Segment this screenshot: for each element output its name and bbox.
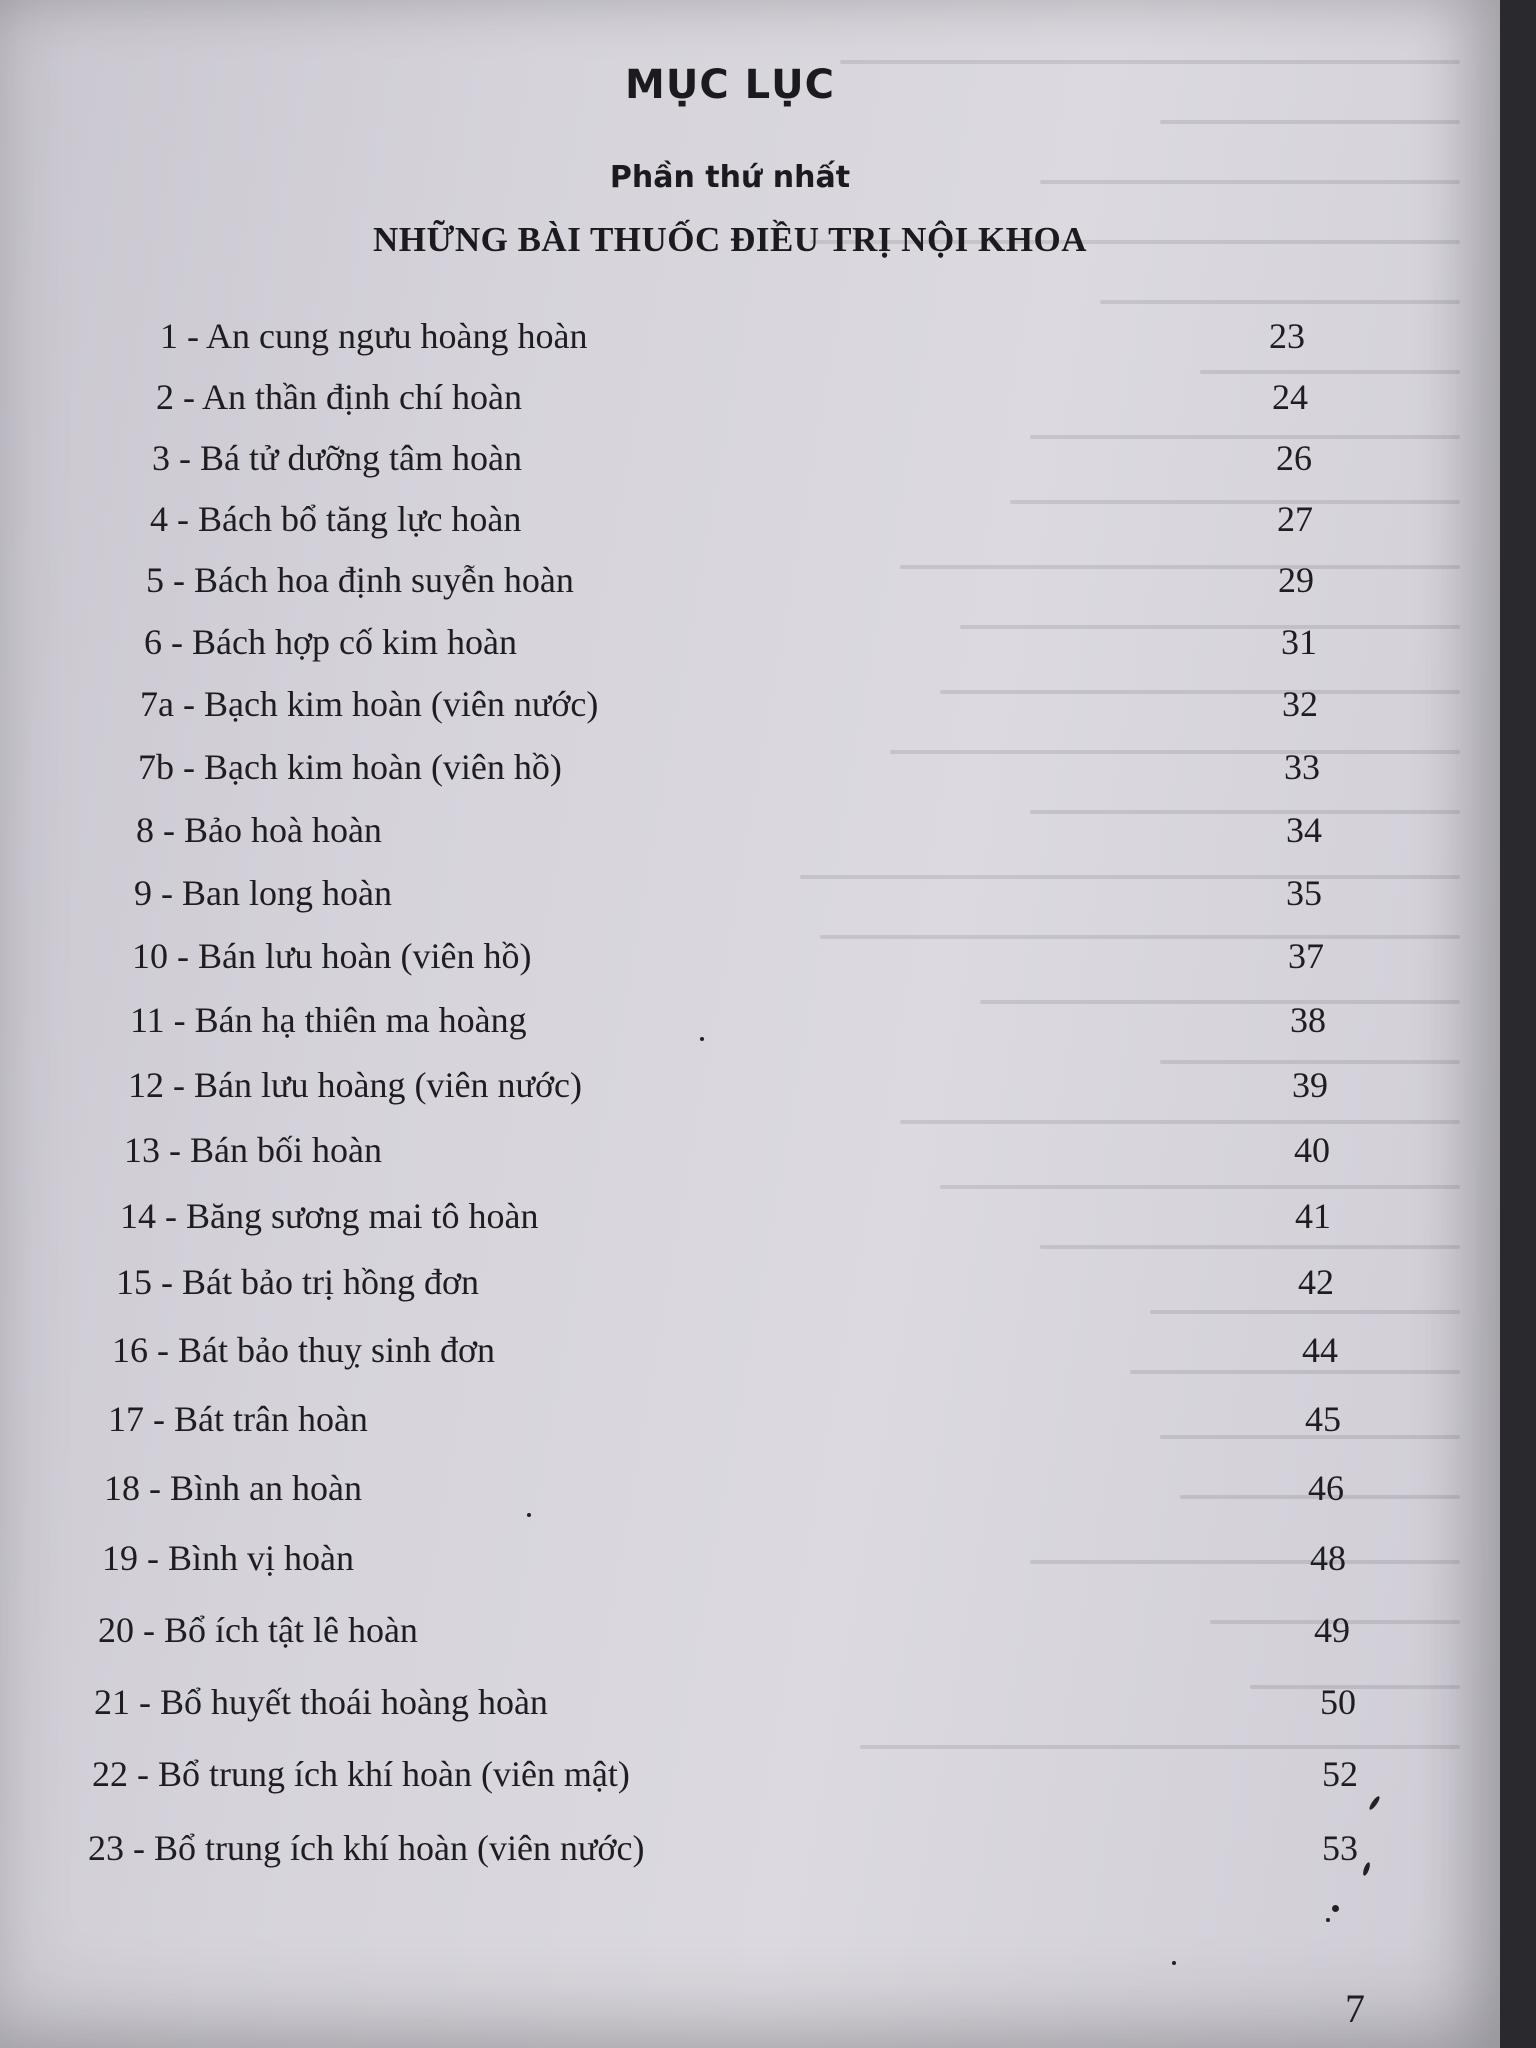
- toc-entry-page: 34: [1286, 810, 1322, 850]
- toc-entry-title: 7a - Bạch kim hoàn (viên nước): [140, 684, 599, 724]
- toc-entry-page: 45: [1305, 1399, 1341, 1439]
- toc-entry-page: 46: [1308, 1468, 1344, 1508]
- toc-entry[interactable]: [146, 553, 1314, 607]
- part-heading: Phần thứ nhất: [609, 160, 851, 195]
- page-number: 7: [1345, 1986, 1365, 2031]
- toc-entry-title: 8 - Bảo hoà hoàn: [136, 810, 382, 850]
- toc-entry[interactable]: [104, 1461, 1344, 1515]
- toc-entry-page: 37: [1288, 936, 1324, 976]
- toc-entry[interactable]: [156, 370, 1308, 424]
- toc-entry-title: 9 - Ban long hoàn: [134, 873, 392, 913]
- toc-entry-title: 23 - Bổ trung ích khí hoàn (viên nước): [88, 1828, 645, 1868]
- toc-entry-title: 10 - Bán lưu hoàn (viên hồ): [132, 936, 532, 976]
- toc-entry-page: 26: [1276, 438, 1312, 478]
- toc-entry-page: 49: [1314, 1610, 1350, 1650]
- toc-entry-title: 19 - Bình vị hoàn: [102, 1538, 354, 1578]
- toc-entry-title: 11 - Bán hạ thiên ma hoàng: [130, 1000, 527, 1040]
- toc-entry-page: 42: [1298, 1262, 1334, 1302]
- toc-entry[interactable]: [112, 1323, 1338, 1377]
- toc-entry-title: 1 - An cung ngưu hoàng hoàn: [160, 316, 588, 356]
- toc-entry-title: 7b - Bạch kim hoàn (viên hồ): [138, 747, 562, 787]
- toc-entry-title: 22 - Bổ trung ích khí hoàn (viên mật): [92, 1754, 630, 1794]
- ink-speck: [1172, 1961, 1176, 1965]
- toc-entry-page: 23: [1269, 316, 1305, 356]
- toc-entry[interactable]: [132, 929, 1324, 983]
- toc-entry-page: 24: [1272, 377, 1308, 417]
- toc-entry-page: 48: [1310, 1538, 1346, 1578]
- toc-entry[interactable]: [150, 492, 1313, 546]
- toc-entry-page: 40: [1294, 1130, 1330, 1170]
- toc-entry-title: 5 - Bách hoa định suyễn hoàn: [146, 560, 574, 600]
- toc-entry-title: 14 - Băng sương mai tô hoàn: [120, 1196, 539, 1236]
- toc-entry-title: 13 - Bán bối hoàn: [124, 1130, 382, 1170]
- toc-entry-page: 32: [1282, 684, 1318, 724]
- toc-entry[interactable]: [124, 1123, 1330, 1177]
- toc-entry-page: 29: [1278, 560, 1314, 600]
- toc-entry-page: 33: [1284, 747, 1320, 787]
- toc-entry[interactable]: [140, 677, 1318, 731]
- toc-entry[interactable]: [94, 1675, 1356, 1729]
- toc-entry[interactable]: [138, 740, 1320, 794]
- toc-entry-page: 44: [1302, 1330, 1338, 1370]
- toc-entry[interactable]: [116, 1255, 1334, 1309]
- toc-entry-page: 50: [1320, 1682, 1356, 1722]
- toc-entry[interactable]: [134, 866, 1322, 920]
- toc-entry[interactable]: [120, 1189, 1331, 1243]
- toc-entry-title: 16 - Bát bảo thuỵ sinh đơn: [112, 1330, 496, 1370]
- toc-entry-page: 52: [1322, 1754, 1358, 1794]
- toc-entry[interactable]: [130, 993, 1326, 1047]
- ink-speck: [1332, 1905, 1339, 1912]
- section-heading: NHỮNG BÀI THUỐC ĐIỀU TRỊ NỘI KHOA: [372, 220, 1087, 259]
- toc-entry[interactable]: [98, 1603, 1350, 1657]
- toc-entry-title: 6 - Bách hợp cố kim hoàn: [144, 622, 517, 662]
- toc-entry-page: 41: [1295, 1196, 1331, 1236]
- toc-entry-title: 12 - Bán lưu hoàng (viên nước): [128, 1065, 582, 1105]
- page-title: MỤC LỤC: [625, 62, 835, 108]
- toc-entry[interactable]: [152, 431, 1312, 485]
- toc-entry-title: 18 - Bình an hoàn: [104, 1468, 362, 1508]
- toc-entry-title: 2 - An thần định chí hoàn: [156, 377, 522, 417]
- toc-entry[interactable]: [128, 1058, 1328, 1112]
- toc-entry[interactable]: [108, 1392, 1341, 1446]
- toc-entry-page: 53: [1322, 1828, 1358, 1868]
- toc-entry[interactable]: [144, 615, 1317, 669]
- toc-entry-title: 3 - Bá tử dưỡng tâm hoàn: [152, 438, 523, 478]
- toc-entry[interactable]: [92, 1747, 1358, 1801]
- toc-entry-page: 38: [1290, 1000, 1326, 1040]
- toc-entry-title: 21 - Bổ huyết thoái hoàng hoàn: [94, 1682, 548, 1722]
- toc-entry-title: 20 - Bổ ích tật lê hoàn: [98, 1610, 418, 1650]
- toc-entry-page: 27: [1277, 499, 1313, 539]
- toc-entry-page: 31: [1281, 622, 1317, 662]
- toc-entry[interactable]: [160, 309, 1305, 363]
- toc-entry[interactable]: [102, 1531, 1346, 1585]
- toc-entry-title: 15 - Bát bảo trị hồng đơn: [116, 1262, 479, 1302]
- toc-entry-page: 39: [1292, 1065, 1328, 1105]
- toc-entry-title: 17 - Bát trân hoàn: [108, 1399, 368, 1439]
- toc-entry[interactable]: [136, 803, 1322, 857]
- ink-speck: [700, 1037, 704, 1041]
- toc-entry-title: 4 - Bách bổ tăng lực hoàn: [150, 499, 522, 539]
- ink-speck: [527, 1513, 531, 1517]
- toc-entry-page: 35: [1286, 873, 1322, 913]
- toc-entry[interactable]: [88, 1821, 1358, 1875]
- ink-speck: [1326, 1918, 1330, 1922]
